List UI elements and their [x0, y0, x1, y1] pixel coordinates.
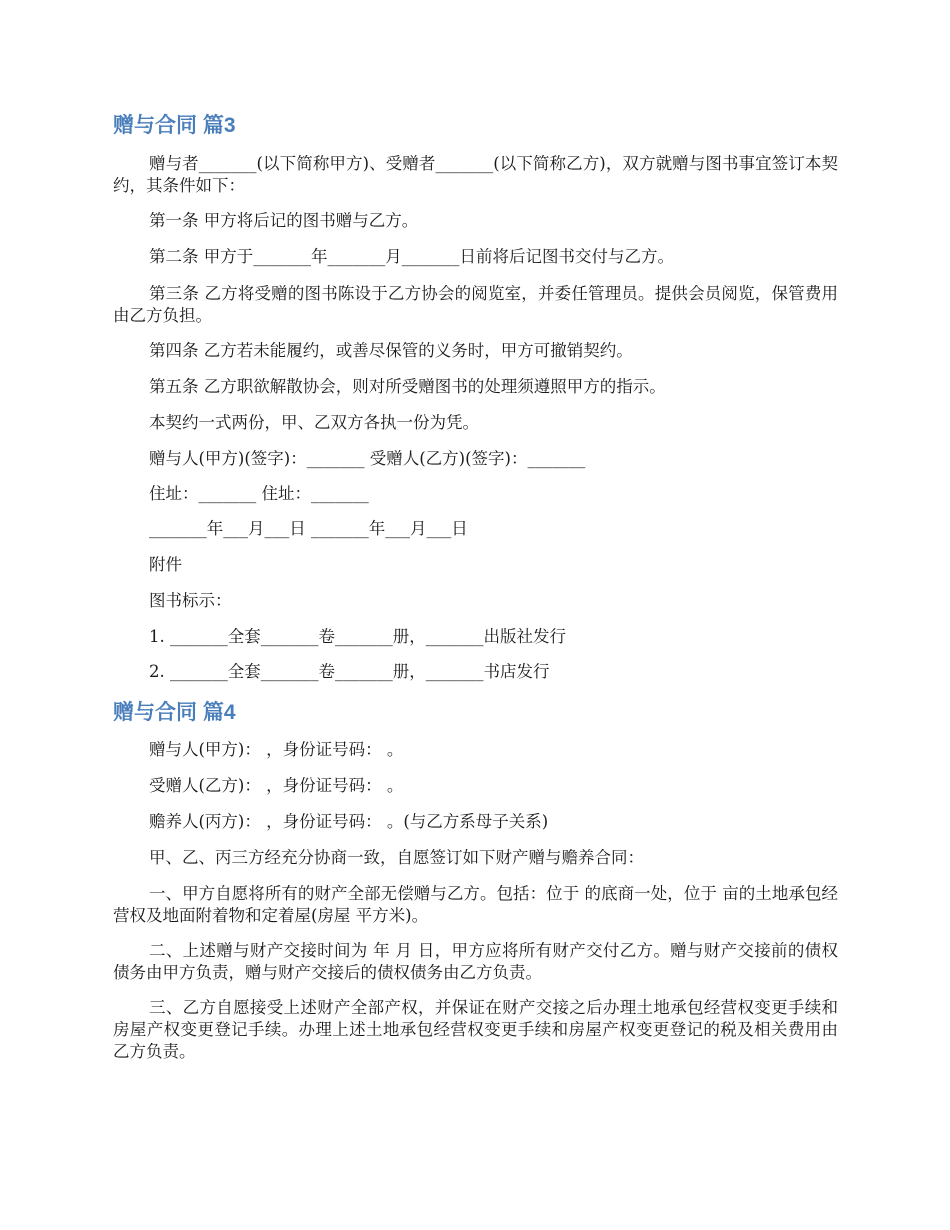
section-heading: 赠与合同 篇4	[113, 701, 236, 724]
paragraph: 第五条 乙方职欲解散协会，则对所受赠图书的处理须遵照甲方的指示。	[149, 377, 666, 396]
list-item: 1. _______全套_______卷_______册，_______出版社发行	[149, 627, 566, 646]
paragraph: 第四条 乙方若未能履约，或善尽保管的义务时，甲方可撤销契约。	[149, 341, 633, 360]
paragraph: 赡养人(丙方)： ，身份证号码： 。(与乙方系母子关系)	[149, 812, 549, 831]
paragraph: 图书标示：	[149, 591, 232, 610]
section-heading: 赠与合同 篇3	[113, 114, 236, 137]
paragraph: 二、上述赠与财产交接时间为 年 月 日，甲方应将所有财产交付乙方。赠与财产交接前的债权债务由甲方负责，赠与财产交接后的债权债务由乙方负责。	[113, 941, 838, 982]
paragraph: 第一条 甲方将后记的图书赠与乙方。	[149, 211, 419, 230]
paragraph: 三、乙方自愿接受上述财产全部产权，并保证在财产交接之后办理土地承包经营权变更手续和房屋产权变更登记手续。办理上述土地承包经营权变更手续和房屋产权变更登记的税及相关费用由乙方负责。	[113, 998, 838, 1061]
paragraph: 赠与人(甲方)： ，身份证号码： 。	[149, 740, 404, 759]
paragraph: 甲、乙、丙三方经充分协商一致，自愿签订如下财产赠与赡养合同：	[149, 848, 644, 867]
date-line: _______年___月___日 _______年___月___日	[149, 519, 468, 538]
paragraph: 本契约一式两份，甲、乙双方各执一份为凭。	[149, 413, 479, 432]
list-item: 2. _______全套_______卷_______册，_______书店发行	[149, 662, 550, 681]
paragraph: 附件	[149, 555, 182, 574]
address-line: 住址：_______ 住址：_______	[149, 484, 369, 503]
paragraph: 受赠人(乙方)： ，身份证号码： 。	[149, 776, 404, 795]
paragraph: 第二条 甲方于_______年_______月_______日前将后记图书交付与乙方。	[149, 247, 674, 266]
paragraph: 赠与者_______(以下简称甲方)、受赠者_______(以下简称乙方)，双方就赠与图书事宜签订本契约，其条件如下：	[113, 154, 838, 195]
signature-line: 赠与人(甲方)(签字)：_______ 受赠人(乙方)(签字)：_______	[149, 449, 586, 468]
paragraph: 第三条 乙方将受赠的图书陈设于乙方协会的阅览室，并委任管理员。提供会员阅览，保管费用由乙方负担。	[113, 284, 838, 325]
paragraph: 一、甲方自愿将所有的财产全部无偿赠与乙方。包括：位于 的底商一处，位于 亩的土地承包经营权及地面附着物和定着屋(房屋 平方米)。	[113, 884, 838, 925]
